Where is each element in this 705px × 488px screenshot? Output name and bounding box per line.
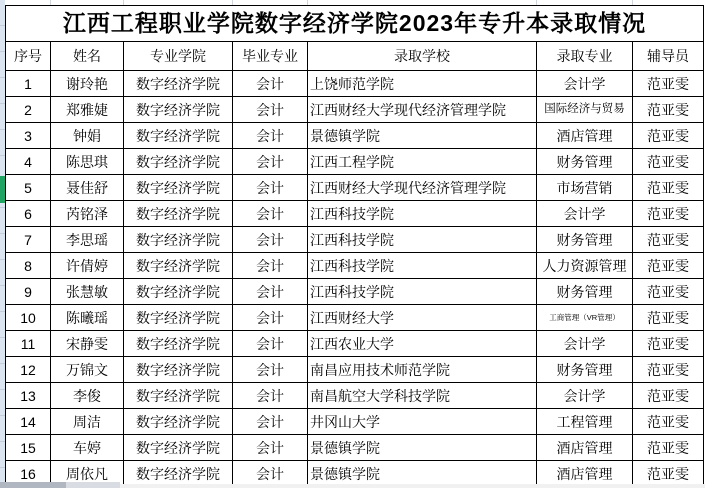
- cell-admit-major[interactable]: 会计学: [537, 331, 633, 357]
- header-row: [6, 42, 704, 71]
- cell-school[interactable]: 江西科技学院: [308, 227, 537, 253]
- cell-grad-major[interactable]: 会计: [233, 253, 308, 279]
- bottom-edge-strip: [0, 482, 66, 488]
- cell-grad-major[interactable]: 会计: [233, 227, 308, 253]
- admissions-table: [5, 5, 704, 487]
- cell-grad-major[interactable]: 会计: [233, 357, 308, 383]
- table-row: [6, 253, 704, 279]
- cell-admit-major[interactable]: 财务管理: [537, 279, 633, 305]
- cell-name[interactable]: 陈思琪: [51, 149, 124, 175]
- cell-counselor[interactable]: 范亚雯: [633, 97, 704, 123]
- cell-grad-major[interactable]: 会计: [233, 409, 308, 435]
- cell-grad-major[interactable]: 会计: [233, 279, 308, 305]
- cell-grad-major[interactable]: 会计: [233, 71, 308, 97]
- table-row: [6, 357, 704, 383]
- cell-college[interactable]: 数字经济学院: [124, 279, 233, 305]
- cell-college[interactable]: 数字经济学院: [124, 175, 233, 201]
- cell-grad-major[interactable]: 会计: [233, 97, 308, 123]
- cell-counselor[interactable]: 范亚雯: [633, 227, 704, 253]
- cell-grad-major[interactable]: 会计: [233, 435, 308, 461]
- cell-no[interactable]: 13: [6, 383, 51, 409]
- cell-school[interactable]: 江西财经大学现代经济管理学院: [308, 175, 537, 201]
- title-row: [6, 6, 704, 42]
- cell-college[interactable]: 数字经济学院: [124, 123, 233, 149]
- cell-admit-major[interactable]: 国际经济与贸易: [537, 97, 633, 123]
- cell-no[interactable]: 11: [6, 331, 51, 357]
- cell-name[interactable]: 周依凡: [51, 461, 124, 487]
- cell-admit-major[interactable]: 财务管理: [537, 149, 633, 175]
- cell-admit-major[interactable]: 会计学: [537, 71, 633, 97]
- cell-college[interactable]: 数字经济学院: [124, 357, 233, 383]
- cell-grad-major[interactable]: 会计: [233, 305, 308, 331]
- cell-counselor[interactable]: 范亚雯: [633, 305, 704, 331]
- table-row: [6, 331, 704, 357]
- table-row: [6, 227, 704, 253]
- bottom-edge-strip: [66, 482, 120, 488]
- cell-name[interactable]: 芮铭泽: [51, 201, 124, 227]
- cell-name[interactable]: 谢玲艳: [51, 71, 124, 97]
- cell-admit-major[interactable]: 酒店管理: [537, 435, 633, 461]
- cell-grad-major[interactable]: 会计: [233, 461, 308, 487]
- cell-no[interactable]: 9: [6, 279, 51, 305]
- cell-college[interactable]: 数字经济学院: [124, 305, 233, 331]
- cell-no[interactable]: 5: [6, 175, 51, 201]
- cell-name[interactable]: 许倩婷: [51, 253, 124, 279]
- cell-college[interactable]: 数字经济学院: [124, 383, 233, 409]
- header-admit-major[interactable]: 录取专业: [537, 42, 633, 71]
- cell-admit-major[interactable]: 会计学: [537, 201, 633, 227]
- cell-college[interactable]: 数字经济学院: [124, 331, 233, 357]
- table-title[interactable]: 江西工程职业学院数字经济学院2023年专升本录取情况: [6, 6, 704, 42]
- header-no[interactable]: 序号: [6, 42, 51, 71]
- cell-college[interactable]: 数字经济学院: [124, 435, 233, 461]
- header-name[interactable]: 姓名: [51, 42, 124, 71]
- cell-admit-major[interactable]: 人力资源管理: [537, 253, 633, 279]
- cell-college[interactable]: 数字经济学院: [124, 253, 233, 279]
- cell-no[interactable]: 1: [6, 71, 51, 97]
- cell-admit-major[interactable]: 财务管理: [537, 227, 633, 253]
- cell-no[interactable]: 3: [6, 123, 51, 149]
- table-row: [6, 383, 704, 409]
- cell-counselor[interactable]: 范亚雯: [633, 175, 704, 201]
- cell-counselor[interactable]: 范亚雯: [633, 357, 704, 383]
- cell-college[interactable]: 数字经济学院: [124, 409, 233, 435]
- table-row: [6, 279, 704, 305]
- cell-no[interactable]: 16: [6, 461, 51, 487]
- cell-no[interactable]: 4: [6, 149, 51, 175]
- cell-admit-major[interactable]: 市场营销: [537, 175, 633, 201]
- cell-no[interactable]: 14: [6, 409, 51, 435]
- cell-name[interactable]: 钟娟: [51, 123, 124, 149]
- cell-school[interactable]: 江西科技学院: [308, 201, 537, 227]
- header-college[interactable]: 专业学院: [124, 42, 233, 71]
- bottom-edge-strip: [120, 484, 705, 488]
- cell-counselor[interactable]: 范亚雯: [633, 123, 704, 149]
- cell-school[interactable]: 景德镇学院: [308, 461, 537, 487]
- cell-college[interactable]: 数字经济学院: [124, 71, 233, 97]
- cell-school[interactable]: 井冈山大学: [308, 409, 537, 435]
- cell-name[interactable]: 周洁: [51, 409, 124, 435]
- cell-name[interactable]: 宋静雯: [51, 331, 124, 357]
- table-row: [6, 123, 704, 149]
- cell-school[interactable]: 南昌航空大学科技学院: [308, 383, 537, 409]
- cell-grad-major[interactable]: 会计: [233, 331, 308, 357]
- table-row: [6, 97, 704, 123]
- cell-grad-major[interactable]: 会计: [233, 123, 308, 149]
- cell-admit-major[interactable]: 工程管理: [537, 409, 633, 435]
- cell-school[interactable]: 南昌应用技术师范学院: [308, 357, 537, 383]
- cell-admit-major[interactable]: 财务管理: [537, 357, 633, 383]
- cell-counselor[interactable]: 范亚雯: [633, 71, 704, 97]
- cell-counselor[interactable]: 范亚雯: [633, 331, 704, 357]
- cell-name[interactable]: 李思瑶: [51, 227, 124, 253]
- table-row: [6, 175, 704, 201]
- cell-name[interactable]: 陈曦瑶: [51, 305, 124, 331]
- header-school[interactable]: 录取学校: [308, 42, 537, 71]
- cell-college[interactable]: 数字经济学院: [124, 149, 233, 175]
- cell-school[interactable]: 江西财经大学现代经济管理学院: [308, 97, 537, 123]
- cell-admit-major[interactable]: 会计学: [537, 383, 633, 409]
- cell-school[interactable]: 江西农业大学: [308, 331, 537, 357]
- cell-name[interactable]: 车婷: [51, 435, 124, 461]
- table-row: [6, 409, 704, 435]
- cell-name[interactable]: 郑雅婕: [51, 97, 124, 123]
- cell-college[interactable]: 数字经济学院: [124, 461, 233, 487]
- cell-counselor[interactable]: 范亚雯: [633, 253, 704, 279]
- cell-school[interactable]: 江西科技学院: [308, 279, 537, 305]
- cell-school[interactable]: 景德镇学院: [308, 123, 537, 149]
- cell-school[interactable]: 上饶师范学院: [308, 71, 537, 97]
- row-selection-indicator: [0, 176, 5, 203]
- cell-name[interactable]: 张慧敏: [51, 279, 124, 305]
- cell-no[interactable]: 7: [6, 227, 51, 253]
- cell-name[interactable]: 李俊: [51, 383, 124, 409]
- cell-college[interactable]: 数字经济学院: [124, 97, 233, 123]
- cell-no[interactable]: 2: [6, 97, 51, 123]
- table-row: [6, 201, 704, 227]
- cell-school[interactable]: 江西财经大学: [308, 305, 537, 331]
- cell-admit-major[interactable]: 酒店管理: [537, 123, 633, 149]
- cell-name[interactable]: 万锦文: [51, 357, 124, 383]
- cell-grad-major[interactable]: 会计: [233, 201, 308, 227]
- cell-school[interactable]: 江西工程学院: [308, 149, 537, 175]
- cell-admit-major[interactable]: 酒店管理: [537, 461, 633, 487]
- cell-counselor[interactable]: 范亚雯: [633, 409, 704, 435]
- header-counselor[interactable]: 辅导员: [633, 42, 704, 71]
- cell-school[interactable]: 景德镇学院: [308, 435, 537, 461]
- cell-grad-major[interactable]: 会计: [233, 175, 308, 201]
- cell-name[interactable]: 聂佳舒: [51, 175, 124, 201]
- cell-counselor[interactable]: 范亚雯: [633, 201, 704, 227]
- cell-college[interactable]: 数字经济学院: [124, 201, 233, 227]
- cell-college[interactable]: 数字经济学院: [124, 227, 233, 253]
- table-row: [6, 435, 704, 461]
- cell-grad-major[interactable]: 会计: [233, 383, 308, 409]
- cell-no[interactable]: 15: [6, 435, 51, 461]
- cell-no[interactable]: 8: [6, 253, 51, 279]
- cell-admit-major[interactable]: 工商管理（VR管理）: [537, 305, 633, 331]
- header-grad-major[interactable]: 毕业专业: [233, 42, 308, 71]
- cell-no[interactable]: 12: [6, 357, 51, 383]
- cell-no[interactable]: 10: [6, 305, 51, 331]
- table-row: [6, 149, 704, 175]
- cell-counselor[interactable]: 范亚雯: [633, 149, 704, 175]
- table-row: [6, 305, 704, 331]
- cell-grad-major[interactable]: 会计: [233, 149, 308, 175]
- cell-counselor[interactable]: 范亚雯: [633, 383, 704, 409]
- table-row: [6, 71, 704, 97]
- cell-no[interactable]: 6: [6, 201, 51, 227]
- cell-counselor[interactable]: 范亚雯: [633, 461, 704, 487]
- cell-school[interactable]: 江西科技学院: [308, 253, 537, 279]
- cell-counselor[interactable]: 范亚雯: [633, 279, 704, 305]
- cell-counselor[interactable]: 范亚雯: [633, 435, 704, 461]
